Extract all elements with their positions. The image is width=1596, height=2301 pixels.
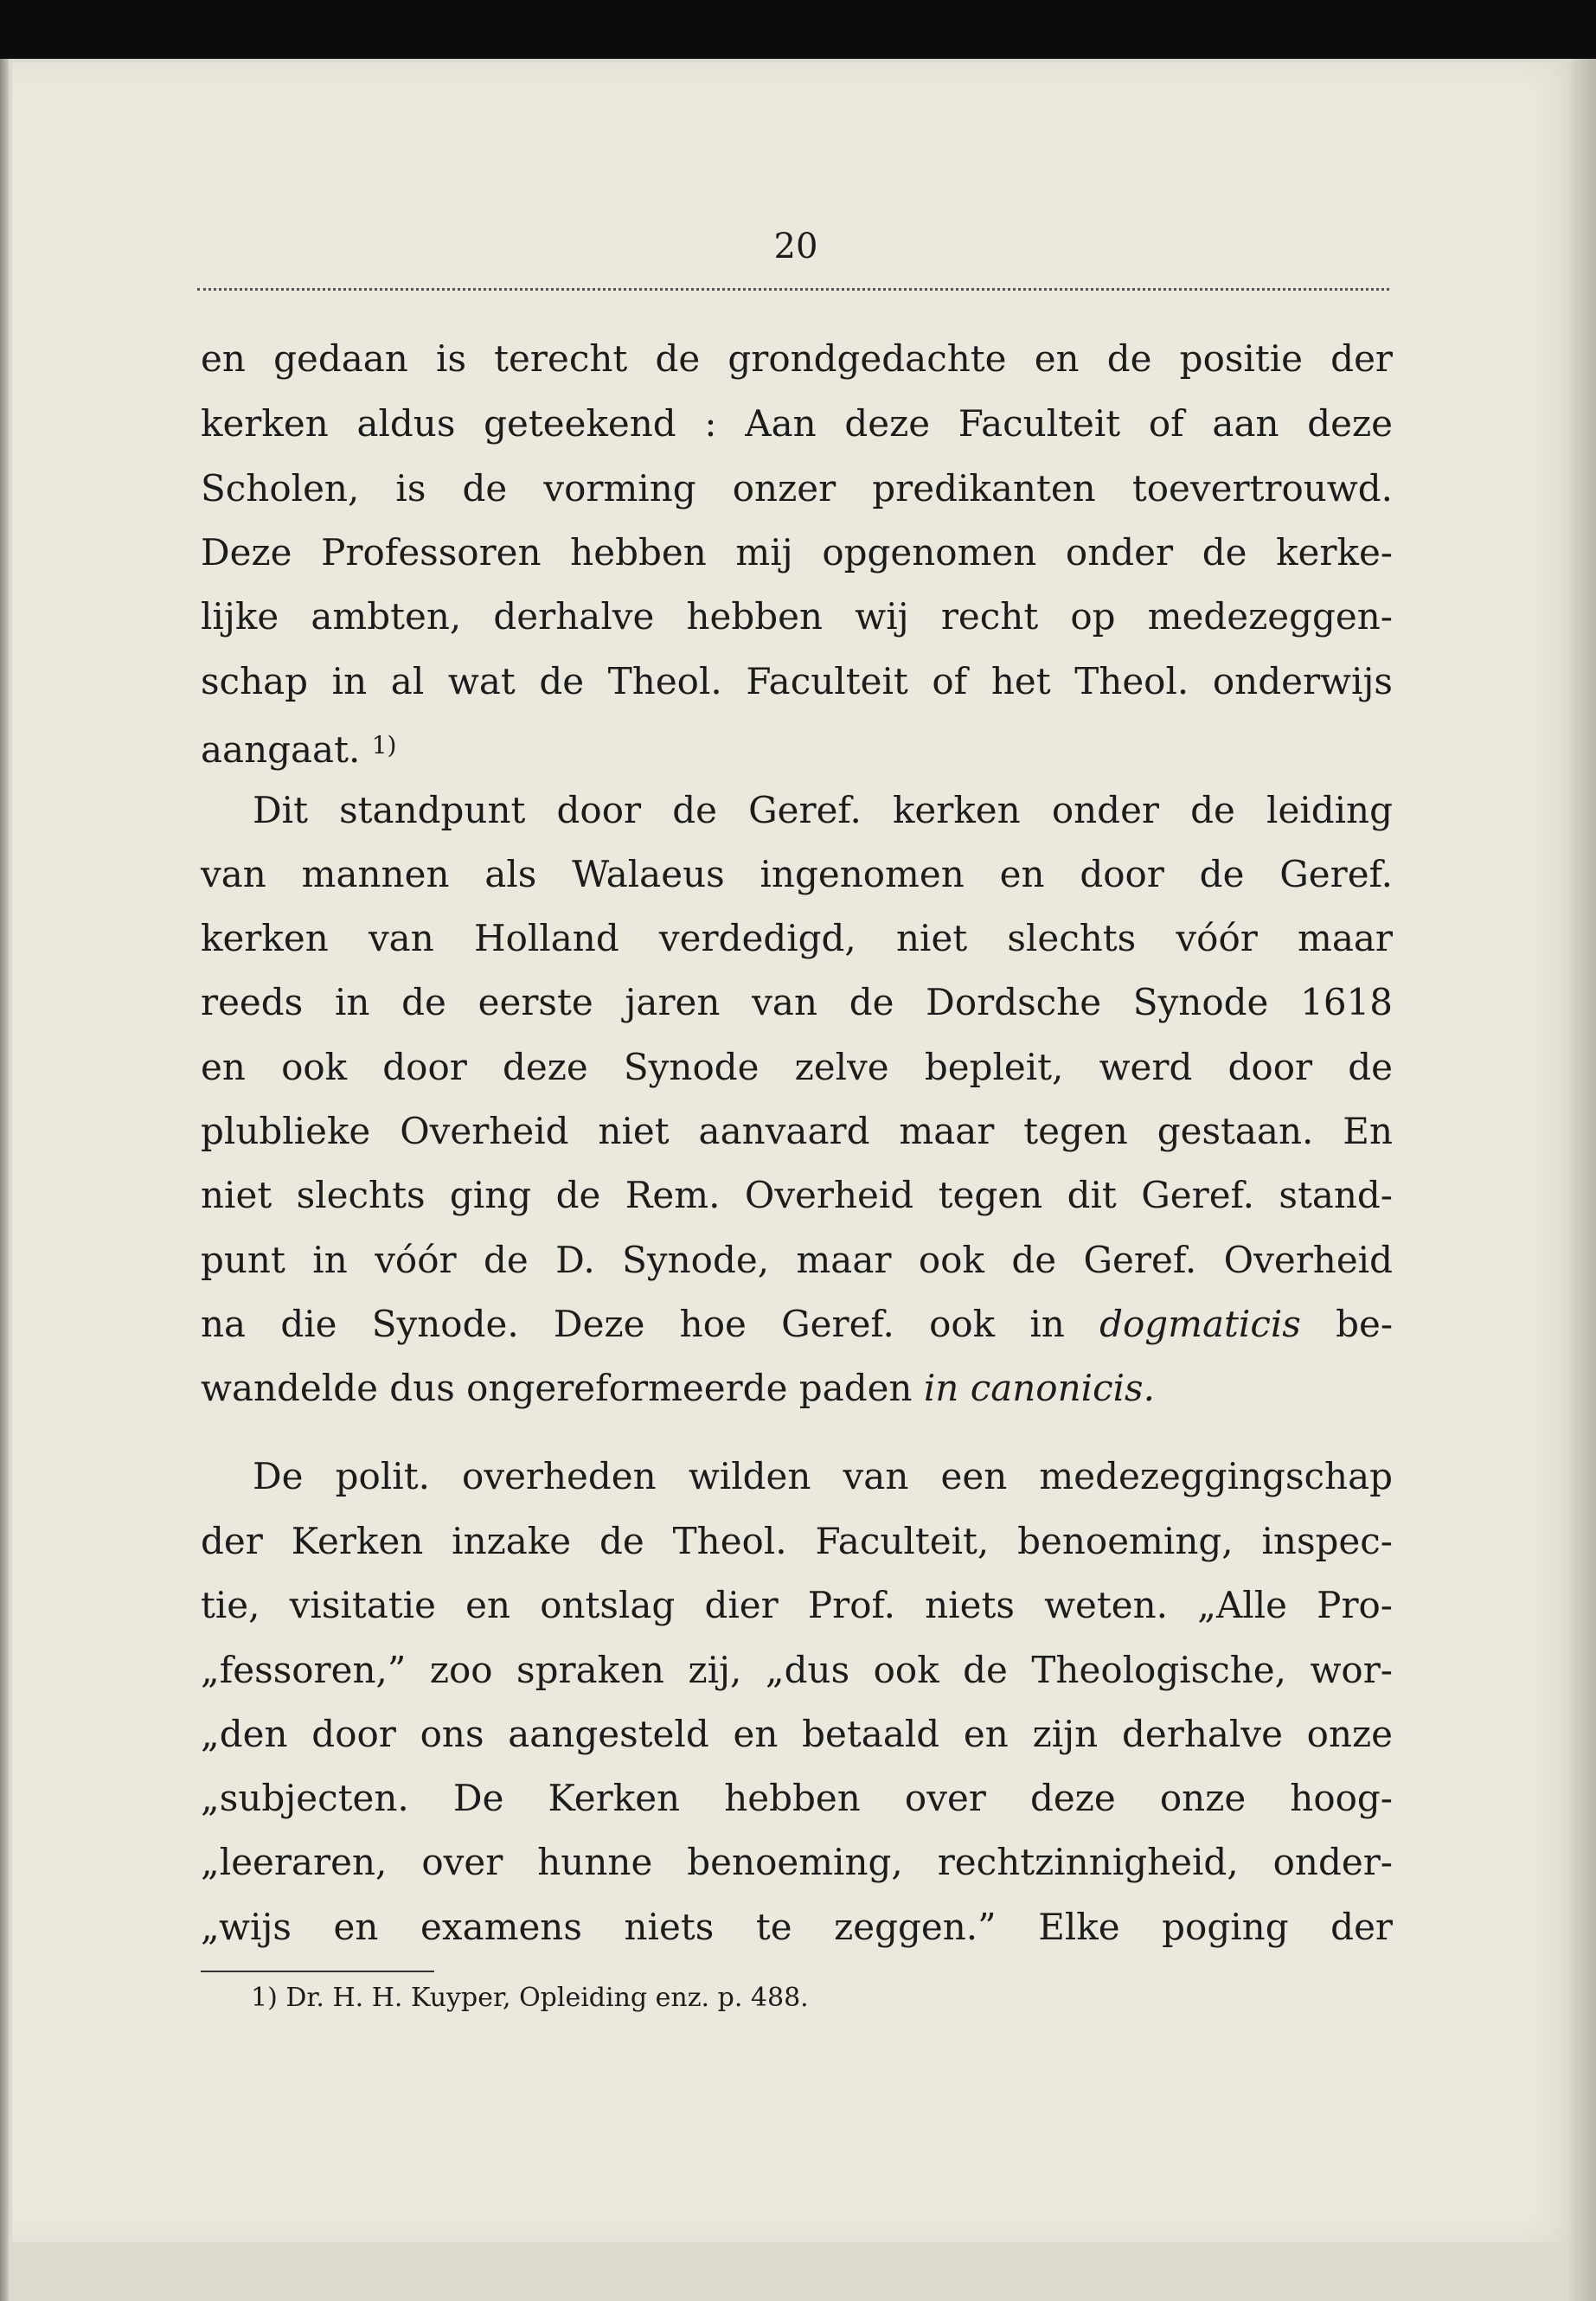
- body-line: van mannen als Walaeus ingenomen en door de Geref.: [201, 853, 1393, 895]
- body-line-text: aangaat.: [201, 728, 361, 771]
- body-line-text: be-: [1336, 1303, 1394, 1345]
- body-line: „den door ons aangesteld en betaald en zijn derhalve onze: [201, 1713, 1393, 1755]
- page-left-edge: [0, 59, 9, 2301]
- body-line: Deze Professoren hebben mij opgenomen onder de kerke-: [201, 531, 1393, 574]
- body-line: niet slechts ging de Rem. Overheid tegen dit Geref. stand-: [201, 1174, 1393, 1216]
- body-line: Dit standpunt door de Geref. kerken onder de leiding: [253, 789, 1393, 831]
- italic-term: dogmaticis: [1099, 1303, 1301, 1345]
- header-dotted-rule: [197, 288, 1389, 291]
- footnote-reference: 1): [371, 731, 397, 760]
- body-line: lijke ambten, derhalve hebben wij recht op medezeggen-: [201, 595, 1393, 638]
- body-line: kerken van Holland verdedigd, niet slechts vóór maar: [201, 917, 1393, 959]
- page-number: 20: [773, 227, 818, 266]
- body-line-last: [201, 724, 1393, 771]
- body-line: De polit. overheden wilden van een medezeggingschap: [253, 1455, 1393, 1497]
- body-line: „fessoren,” zoo spraken zij, „dus ook de Theologische, wor-: [201, 1649, 1393, 1691]
- body-line-with-italic: [201, 1303, 1393, 1346]
- body-line-text: wandelde dus ongereformeerde paden: [201, 1367, 913, 1409]
- body-line: en gedaan is terecht de grondgedachte en de positie der: [201, 337, 1393, 380]
- footnote: 1) Dr. H. H. Kuyper, Opleiding enz. p. 488.: [251, 1983, 809, 2013]
- body-line: en ook door deze Synode zelve bepleit, werd door de: [201, 1046, 1393, 1088]
- body-line: punt in vóór de D. Synode, maar ook de Geref. Overheid: [201, 1239, 1393, 1281]
- body-line: kerken aldus geteekend : Aan deze Faculteit of aan deze: [201, 402, 1393, 445]
- body-line: reeds in de eerste jaren van de Dordsche Synode 1618: [201, 981, 1393, 1023]
- body-line: „leeraren, over hunne benoeming, rechtzinnigheid, onder-: [201, 1841, 1393, 1883]
- body-line: Scholen, is de vorming onzer predikanten toevertrouwd.: [201, 467, 1393, 510]
- body-line: „subjecten. De Kerken hebben over deze onze hoog-: [201, 1777, 1393, 1819]
- body-line: tie, visitatie en ontslag dier Prof. niets weten. „Alle Pro-: [201, 1584, 1393, 1626]
- body-line: „wijs en examens niets te zeggen.” Elke poging der: [201, 1906, 1393, 1948]
- footnote-separator: [201, 1971, 434, 1972]
- body-line-with-italic: [201, 1367, 1393, 1410]
- body-line: der Kerken inzake de Theol. Faculteit, benoeming, inspec-: [201, 1520, 1393, 1562]
- body-line: plublieke Overheid niet aanvaard maar tegen gestaan. En: [201, 1110, 1393, 1152]
- scanner-top-border: [0, 0, 1596, 59]
- page-right-edge: [1570, 59, 1596, 2301]
- italic-term: in canonicis.: [923, 1367, 1155, 1409]
- body-line-text: na die Synode. Deze hoe Geref. ook in: [201, 1303, 1065, 1345]
- body-line: schap in al wat de Theol. Faculteit of het Theol. onderwijs: [201, 660, 1393, 702]
